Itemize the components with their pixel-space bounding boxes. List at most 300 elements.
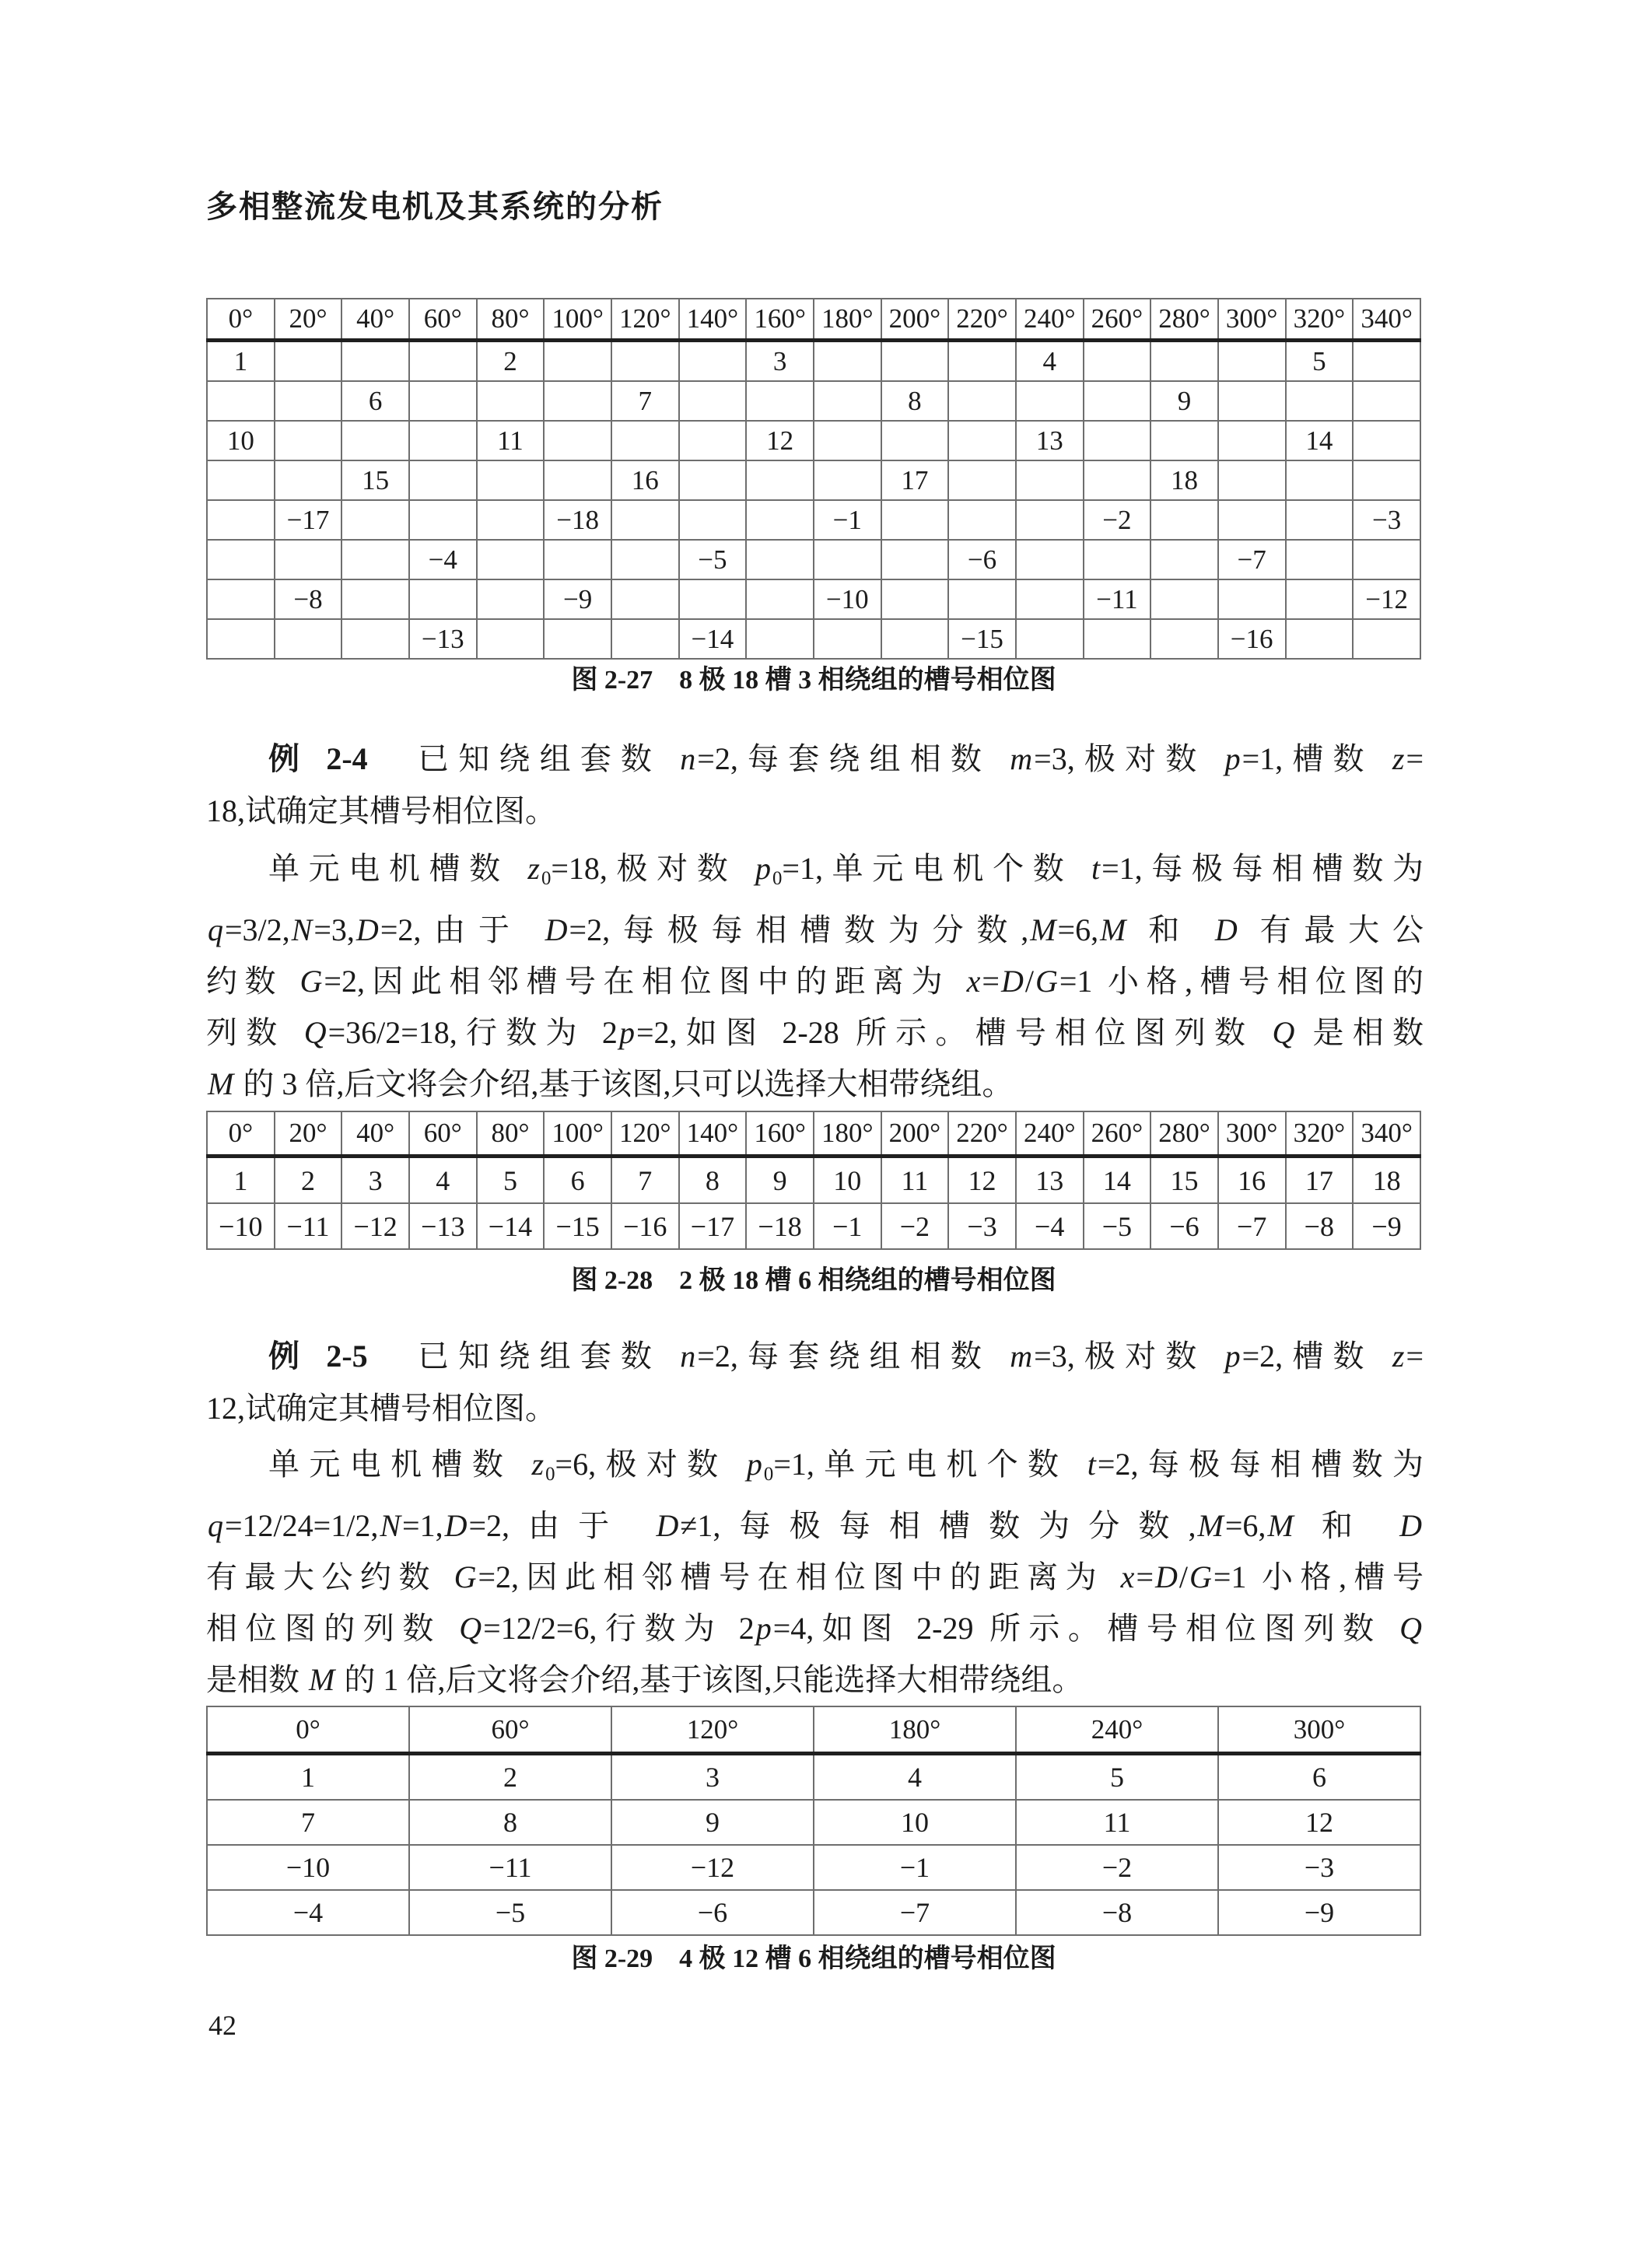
slot-cell: −17	[679, 1203, 747, 1249]
slot-cell: 3	[611, 1754, 814, 1801]
slot-cell: −2	[881, 1203, 949, 1249]
text-run: =2,由于	[380, 912, 544, 947]
degree-header-cell: 0°	[207, 299, 275, 341]
slot-cell	[611, 421, 679, 460]
slot-cell: −5	[1084, 1203, 1151, 1249]
degree-header-cell: 140°	[679, 1111, 747, 1157]
degree-header-cell: 340°	[1353, 299, 1420, 341]
slot-cell	[1084, 381, 1151, 421]
slot-cell: 1	[207, 1754, 409, 1801]
slot-cell	[341, 421, 409, 460]
slot-cell: 11	[1016, 1800, 1218, 1845]
slot-cell: 4	[409, 1157, 477, 1204]
slot-cell: −6	[1150, 1203, 1218, 1249]
text-run: =2,每极每相槽数为	[1097, 1447, 1424, 1482]
slot-cell: −1	[814, 1845, 1016, 1890]
degree-header-cell: 120°	[611, 1111, 679, 1157]
slot-cell: −10	[814, 579, 881, 619]
text-run: =1,	[402, 1507, 443, 1543]
slot-cell	[477, 619, 545, 659]
text-line	[206, 1382, 1424, 1434]
slot-cell	[948, 421, 1016, 460]
degree-header-cell: 120°	[611, 1706, 814, 1754]
slot-cell: −8	[1286, 1203, 1354, 1249]
text-run: =1,单元电机个数	[782, 851, 1090, 886]
degree-header-cell: 0°	[207, 1111, 275, 1157]
slot-cell	[814, 619, 881, 659]
slot-row	[207, 1203, 1420, 1249]
slot-cell: −7	[1218, 540, 1286, 579]
slot-cell	[948, 381, 1016, 421]
slot-cell: −11	[1084, 579, 1151, 619]
slot-cell: 15	[1150, 1157, 1218, 1204]
slot-cell: 7	[207, 1800, 409, 1845]
text-run: =6,极对数	[555, 1447, 745, 1482]
text-run: 有最大公	[1238, 912, 1424, 947]
slot-cell	[746, 540, 814, 579]
text-run: /	[1178, 1559, 1189, 1594]
text-run: =2,每极每相槽数为分数,	[569, 912, 1029, 947]
slot-cell: −6	[611, 1890, 814, 1935]
slot-cell	[948, 460, 1016, 500]
example-label: 例 2-5	[268, 1339, 368, 1374]
slot-row	[207, 540, 1420, 579]
slot-cell	[409, 421, 477, 460]
slot-cell: −1	[814, 500, 881, 540]
slot-cell: −12	[341, 1203, 409, 1249]
text-run: 是相数	[206, 1661, 307, 1697]
text-run: =6,	[1224, 1507, 1266, 1543]
text-run: 的 1 倍,后文将会介绍,基于该图,只能选择大相带绕组。	[336, 1661, 1084, 1697]
slot-cell	[679, 381, 747, 421]
slot-cell: 6	[544, 1157, 611, 1204]
slot-cell: −13	[409, 619, 477, 659]
text-run: 12,试确定其槽号相位图。	[206, 1391, 556, 1426]
degree-header-cell: 100°	[544, 299, 611, 341]
math-variable: D	[1000, 963, 1024, 999]
degree-header-cell: 240°	[1016, 1111, 1084, 1157]
text-line	[206, 1654, 1424, 1706]
solution-2-4-paragraph	[206, 843, 1424, 1110]
slot-cell	[881, 500, 949, 540]
degree-header-cell: 200°	[881, 1111, 949, 1157]
slot-cell	[207, 500, 275, 540]
text-run: =1,槽数	[1242, 741, 1391, 776]
degree-header-cell: 60°	[409, 1706, 611, 1754]
text-line	[206, 1500, 1424, 1552]
slot-cell	[948, 341, 1016, 382]
slot-cell	[1218, 381, 1286, 421]
degree-header-cell: 280°	[1150, 299, 1218, 341]
slot-cell	[814, 421, 881, 460]
slot-cell	[341, 500, 409, 540]
slot-cell: 11	[881, 1157, 949, 1204]
slot-cell	[409, 381, 477, 421]
slot-cell	[1016, 619, 1084, 659]
text-run: =18,极对数	[551, 851, 755, 886]
slot-cell: −12	[611, 1845, 814, 1890]
example-label: 例 2-4	[268, 741, 368, 776]
text-run: 约数	[206, 963, 299, 999]
slot-cell	[679, 341, 747, 382]
slot-cell: −1	[814, 1203, 881, 1249]
slot-row	[207, 1754, 1420, 1801]
slot-cell	[1353, 381, 1420, 421]
text-run: =6,	[1057, 912, 1099, 947]
slot-cell: −5	[409, 1890, 611, 1935]
slot-cell	[1353, 341, 1420, 382]
slot-cell	[881, 579, 949, 619]
degree-header-cell: 80°	[477, 299, 545, 341]
slot-cell	[341, 579, 409, 619]
slot-cell	[746, 460, 814, 500]
text-run: =3,极对数	[1034, 1339, 1224, 1374]
math-variable: p	[755, 851, 772, 886]
fig-2-28-table	[206, 1111, 1421, 1250]
slot-row	[207, 1845, 1420, 1890]
slot-cell: −14	[477, 1203, 545, 1249]
degree-header-cell: 220°	[948, 299, 1016, 341]
slot-cell: 17	[1286, 1157, 1354, 1204]
text-run: 是相数	[1296, 1014, 1424, 1050]
degree-header-cell: 220°	[948, 1111, 1016, 1157]
slot-cell	[207, 460, 275, 500]
degree-header-cell: 180°	[814, 299, 881, 341]
text-run: 0	[541, 867, 552, 889]
slot-cell	[814, 341, 881, 382]
slot-cell: −18	[544, 500, 611, 540]
math-variable: D	[1214, 912, 1238, 947]
slot-cell: −16	[611, 1203, 679, 1249]
text-run: =1 小格,槽号相位图的	[1059, 963, 1424, 999]
slot-cell: −4	[409, 540, 477, 579]
text-line	[206, 1439, 1424, 1500]
text-line	[206, 785, 1424, 837]
slot-cell	[1016, 579, 1084, 619]
slot-cell	[1218, 500, 1286, 540]
slot-cell	[1150, 500, 1218, 540]
slot-cell: 10	[207, 421, 275, 460]
slot-cell	[1353, 421, 1420, 460]
degree-header-cell: 240°	[1016, 1706, 1218, 1754]
math-variable: x	[1120, 1559, 1135, 1594]
slot-cell: −10	[207, 1845, 409, 1890]
slot-cell: −13	[409, 1203, 477, 1249]
slot-cell	[1286, 540, 1354, 579]
slot-cell	[477, 381, 545, 421]
slot-cell	[1150, 421, 1218, 460]
text-run: =3/2,	[225, 912, 290, 947]
slot-cell	[1286, 381, 1354, 421]
degree-header-cell: 40°	[341, 299, 409, 341]
slot-cell	[544, 460, 611, 500]
text-run: =	[1136, 1559, 1154, 1594]
text-run: ≠1,每极每相槽数为分数,	[680, 1507, 1196, 1543]
slot-cell: 7	[611, 1157, 679, 1204]
slot-cell: 15	[341, 460, 409, 500]
text-line	[206, 1330, 1424, 1382]
slot-cell: −17	[275, 500, 342, 540]
slot-cell	[544, 381, 611, 421]
slot-cell: 16	[611, 460, 679, 500]
slot-cell: 12	[746, 421, 814, 460]
slot-cell: 2	[477, 341, 545, 382]
slot-cell	[1150, 619, 1218, 659]
degree-header-cell: 340°	[1353, 1111, 1420, 1157]
text-run: /	[1024, 963, 1034, 999]
slot-cell	[611, 579, 679, 619]
slot-cell: 9	[746, 1157, 814, 1204]
slot-cell	[1016, 540, 1084, 579]
slot-cell	[1016, 500, 1084, 540]
slot-cell	[746, 500, 814, 540]
text-run: =2,槽数	[1242, 1339, 1391, 1374]
slot-cell	[207, 381, 275, 421]
slot-cell: 9	[1150, 381, 1218, 421]
slot-cell	[611, 341, 679, 382]
slot-cell: −11	[409, 1845, 611, 1890]
degree-header-cell: 300°	[1218, 1706, 1420, 1754]
slot-cell	[1016, 381, 1084, 421]
slot-cell: 8	[881, 381, 949, 421]
math-variable: D	[355, 912, 379, 947]
math-variable: M	[208, 1066, 234, 1101]
text-run: =3,	[313, 912, 355, 947]
text-run: 有最大公约数	[206, 1559, 453, 1594]
slot-row	[207, 500, 1420, 540]
text-run: =36/2=18,行数为 2	[327, 1014, 618, 1050]
text-run: =4,如图 2-29 所示。槽号相位图列数	[772, 1610, 1399, 1646]
slot-row	[207, 381, 1420, 421]
slot-row	[207, 619, 1420, 659]
slot-cell	[746, 579, 814, 619]
slot-cell	[477, 500, 545, 540]
slot-cell	[1218, 460, 1286, 500]
text-run: 列数	[206, 1014, 303, 1050]
math-variable: M	[1030, 912, 1056, 947]
slot-row	[207, 460, 1420, 500]
text-run: 单元电机槽数	[268, 851, 527, 886]
text-run: =	[1406, 741, 1424, 776]
degree-header-row	[207, 1706, 1420, 1754]
text-run: =	[1406, 1339, 1424, 1374]
slot-cell: 13	[1016, 1157, 1084, 1204]
text-run: =2,因此相邻槽号在相位图中的距离为	[324, 963, 965, 999]
slot-cell	[275, 540, 342, 579]
text-run: =12/24=1/2,	[225, 1507, 379, 1543]
slot-cell: −4	[207, 1890, 409, 1935]
slot-cell: −2	[1084, 500, 1151, 540]
math-variable: Q	[459, 1610, 482, 1646]
math-variable: m	[1010, 741, 1033, 776]
degree-header-row	[207, 1111, 1420, 1157]
slot-cell	[679, 421, 747, 460]
slot-cell	[1084, 460, 1151, 500]
slot-cell: −8	[275, 579, 342, 619]
degree-header-cell: 180°	[814, 1111, 881, 1157]
slot-cell	[341, 619, 409, 659]
math-variable: Q	[1272, 1014, 1295, 1050]
math-variable: q	[208, 912, 223, 947]
slot-cell: 4	[814, 1754, 1016, 1801]
fig-2-27-caption: 图 2-27 8 极 18 槽 3 相绕组的槽号相位图	[571, 666, 1056, 695]
degree-header-cell: 80°	[477, 1111, 545, 1157]
text-run: 单元电机槽数	[268, 1447, 531, 1482]
degree-header-row	[207, 299, 1420, 341]
math-variable: m	[1010, 1339, 1033, 1374]
slot-cell: −2	[1016, 1845, 1218, 1890]
math-variable: G	[1189, 1559, 1212, 1594]
solution-2-5-paragraph	[206, 1439, 1424, 1706]
math-variable: N	[291, 912, 313, 947]
text-run: 已知绕组套数	[367, 1339, 679, 1374]
math-variable: x	[966, 963, 981, 999]
math-variable: p	[618, 1014, 635, 1050]
slot-cell: −6	[948, 540, 1016, 579]
slot-cell: 12	[1218, 1800, 1420, 1845]
slot-cell	[275, 421, 342, 460]
text-line	[206, 1059, 1424, 1110]
slot-cell	[1150, 540, 1218, 579]
slot-cell: 5	[477, 1157, 545, 1204]
degree-header-cell: 40°	[341, 1111, 409, 1157]
text-run: 0	[763, 1463, 774, 1485]
text-run: =2,如图 2-28 所示。槽号相位图列数	[636, 1014, 1271, 1050]
math-variable: M	[1267, 1507, 1294, 1543]
slot-cell: −9	[1353, 1203, 1420, 1249]
text-line	[206, 1007, 1424, 1059]
slot-cell: −4	[1016, 1203, 1084, 1249]
phase-diagram-grid	[206, 1706, 1421, 1936]
degree-header-cell: 160°	[746, 299, 814, 341]
math-variable: p	[746, 1447, 762, 1482]
slot-cell	[1286, 460, 1354, 500]
degree-header-cell: 140°	[679, 299, 747, 341]
slot-cell: 18	[1353, 1157, 1420, 1204]
slot-cell: 7	[611, 381, 679, 421]
slot-cell	[814, 381, 881, 421]
slot-cell: 5	[1016, 1754, 1218, 1801]
degree-header-cell: 180°	[814, 1706, 1016, 1754]
slot-cell	[881, 540, 949, 579]
slot-row	[207, 1800, 1420, 1845]
slot-cell	[1084, 421, 1151, 460]
slot-cell	[1218, 341, 1286, 382]
slot-cell	[1286, 619, 1354, 659]
math-variable: M	[1100, 912, 1126, 947]
slot-cell: 6	[341, 381, 409, 421]
math-variable: G	[1035, 963, 1058, 999]
running-header: 多相整流发电机及其系统的分析	[206, 189, 664, 224]
slot-cell	[746, 619, 814, 659]
slot-cell: −12	[1353, 579, 1420, 619]
math-variable: D	[1399, 1507, 1423, 1543]
slot-cell	[409, 579, 477, 619]
slot-cell: −3	[1218, 1845, 1420, 1890]
slot-cell: −14	[679, 619, 747, 659]
text-run: =2,由于	[468, 1507, 655, 1543]
slot-cell	[948, 500, 1016, 540]
math-variable: p	[1224, 741, 1241, 776]
math-variable: p	[755, 1610, 772, 1646]
degree-header-cell: 20°	[275, 1111, 342, 1157]
degree-header-cell: 0°	[207, 1706, 409, 1754]
slot-cell: 3	[341, 1157, 409, 1204]
degree-header-cell: 320°	[1286, 299, 1354, 341]
example-2-4-paragraph	[206, 733, 1424, 837]
slot-cell	[881, 341, 949, 382]
slot-cell: 1	[207, 341, 275, 382]
slot-cell	[679, 460, 747, 500]
slot-cell: 5	[1286, 341, 1354, 382]
math-variable: p	[1224, 1339, 1241, 1374]
slot-cell: 14	[1286, 421, 1354, 460]
math-variable: Q	[1399, 1610, 1423, 1646]
text-run: =1,每极每相槽数为	[1101, 851, 1424, 886]
slot-cell: −5	[679, 540, 747, 579]
slot-cell: −3	[1353, 500, 1420, 540]
slot-cell: −18	[746, 1203, 814, 1249]
text-run: 18,试确定其槽号相位图。	[206, 793, 556, 828]
degree-header-cell: 260°	[1084, 299, 1151, 341]
slot-cell: −7	[814, 1890, 1016, 1935]
slot-cell: 13	[1016, 421, 1084, 460]
slot-cell	[477, 579, 545, 619]
text-run: =2,因此相邻槽号在相位图中的距离为	[478, 1559, 1119, 1594]
text-line	[206, 733, 1424, 785]
slot-cell	[1353, 460, 1420, 500]
slot-cell	[341, 341, 409, 382]
slot-cell: 12	[948, 1157, 1016, 1204]
slot-cell: −15	[948, 619, 1016, 659]
example-2-5-paragraph	[206, 1330, 1424, 1434]
math-variable: D	[1155, 1559, 1178, 1594]
slot-cell: 8	[679, 1157, 747, 1204]
math-variable: G	[454, 1559, 477, 1594]
fig-2-28-caption: 图 2-28 2 极 18 槽 6 相绕组的槽号相位图	[571, 1266, 1056, 1295]
slot-cell	[544, 421, 611, 460]
slot-cell	[409, 500, 477, 540]
slot-cell: 1	[207, 1157, 275, 1204]
slot-cell: −16	[1218, 619, 1286, 659]
math-variable: z	[527, 851, 540, 886]
slot-cell	[275, 619, 342, 659]
slot-cell	[207, 619, 275, 659]
text-run: 0	[772, 867, 783, 889]
math-variable: t	[1087, 1447, 1096, 1482]
math-variable: M	[1197, 1507, 1224, 1543]
fig-2-27-table	[206, 298, 1421, 660]
degree-header-cell: 20°	[275, 299, 342, 341]
slot-cell: −10	[207, 1203, 275, 1249]
slot-cell	[1150, 579, 1218, 619]
slot-cell	[881, 421, 949, 460]
slot-cell: 9	[611, 1800, 814, 1845]
text-run: =1,单元电机个数	[773, 1447, 1086, 1482]
text-line	[206, 843, 1424, 905]
text-run: 的 3 倍,后文将会介绍,基于该图,只可以选择大相带绕组。	[235, 1066, 1014, 1101]
slot-cell	[948, 579, 1016, 619]
slot-row	[207, 579, 1420, 619]
text-run: 相位图的列数	[206, 1610, 458, 1646]
degree-header-cell: 320°	[1286, 1111, 1354, 1157]
slot-cell	[611, 500, 679, 540]
degree-header-cell: 60°	[409, 1111, 477, 1157]
slot-cell: 6	[1218, 1754, 1420, 1801]
slot-cell	[1286, 579, 1354, 619]
slot-cell: −9	[544, 579, 611, 619]
text-run: =2,每套绕组相数	[697, 1339, 1009, 1374]
